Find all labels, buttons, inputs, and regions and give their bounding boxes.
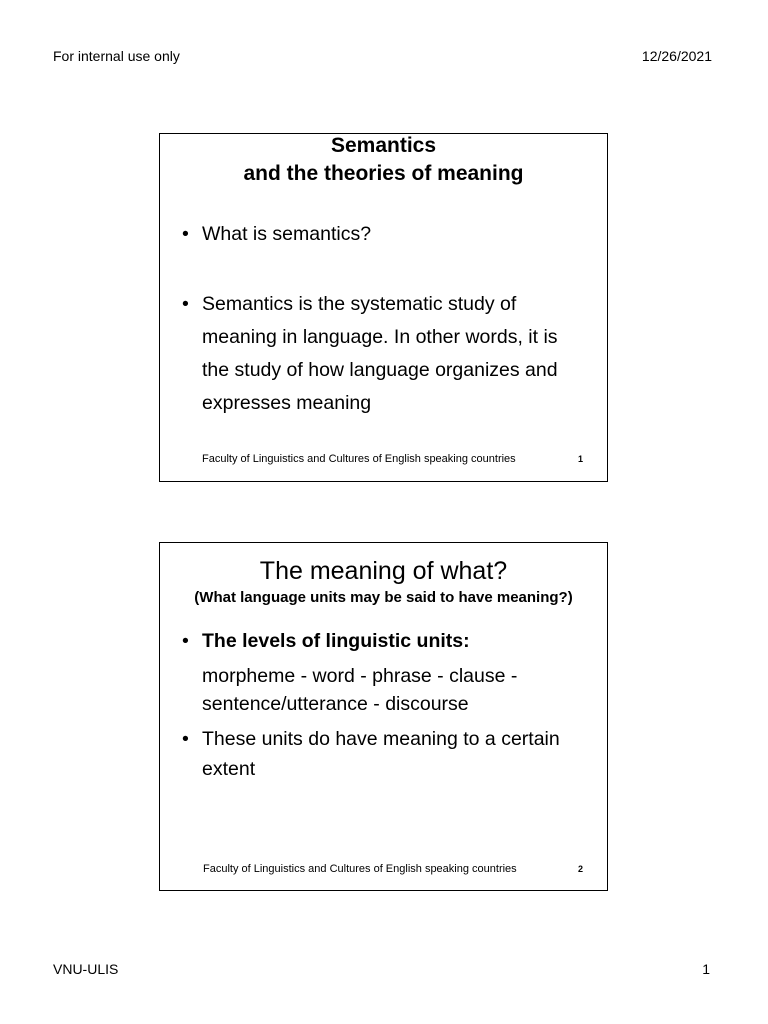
slide-1-number: 1 <box>578 454 584 464</box>
slide-1-bullet-2-line-4: expresses meaning <box>202 392 372 414</box>
slide-1-title-line-2: and the theories of meaning <box>243 162 524 185</box>
slide-2-bullet-2-line-1: These units do have meaning to a certain <box>202 728 560 750</box>
slide-2-bullet-1-marker: • <box>182 630 189 652</box>
slide-2-title: The meaning of what? <box>259 557 508 585</box>
slide-1-bullet-1: What is semantics? <box>202 223 372 245</box>
slide-1-bullet-2-line-1: Semantics is the systematic study of <box>202 293 517 315</box>
page-footer-left: VNU-ULIS <box>53 961 119 977</box>
slide-2-subtitle: (What language units may be said to have meaning?) <box>194 589 573 606</box>
slide-2 <box>159 542 608 891</box>
slide-1-title-line-1: Semantics <box>330 134 437 157</box>
slide-2-footer: Faculty of Linguistics and Cultures of English speaking countries <box>203 863 517 875</box>
slide-2-sub-line-2: sentence/utterance - discourse <box>202 693 469 715</box>
slide-2-sub-line-1: morpheme - word - phrase - clause - <box>202 665 518 687</box>
slide-1-bullet-2-line-2: meaning in language. In other words, it is <box>202 326 558 348</box>
page-number: 1 <box>702 961 710 977</box>
page-header-left: For internal use only <box>53 48 180 64</box>
slide-2-number: 2 <box>578 864 584 874</box>
slide-2-bullet-1: The levels of linguistic units: <box>202 630 470 652</box>
slide-2-bullet-2-line-2: extent <box>202 758 256 780</box>
slide-1-bullet-1-marker: • <box>182 223 189 245</box>
slide-1-bullet-2-marker: • <box>182 293 189 315</box>
slide-1 <box>159 133 608 482</box>
slide-1-footer: Faculty of Linguistics and Cultures of English speaking countries <box>202 453 516 465</box>
page-header-date: 12/26/2021 <box>641 48 712 64</box>
slide-1-bullet-2-line-3: the study of how language organizes and <box>202 359 558 381</box>
slide-2-bullet-2-marker: • <box>182 728 189 750</box>
